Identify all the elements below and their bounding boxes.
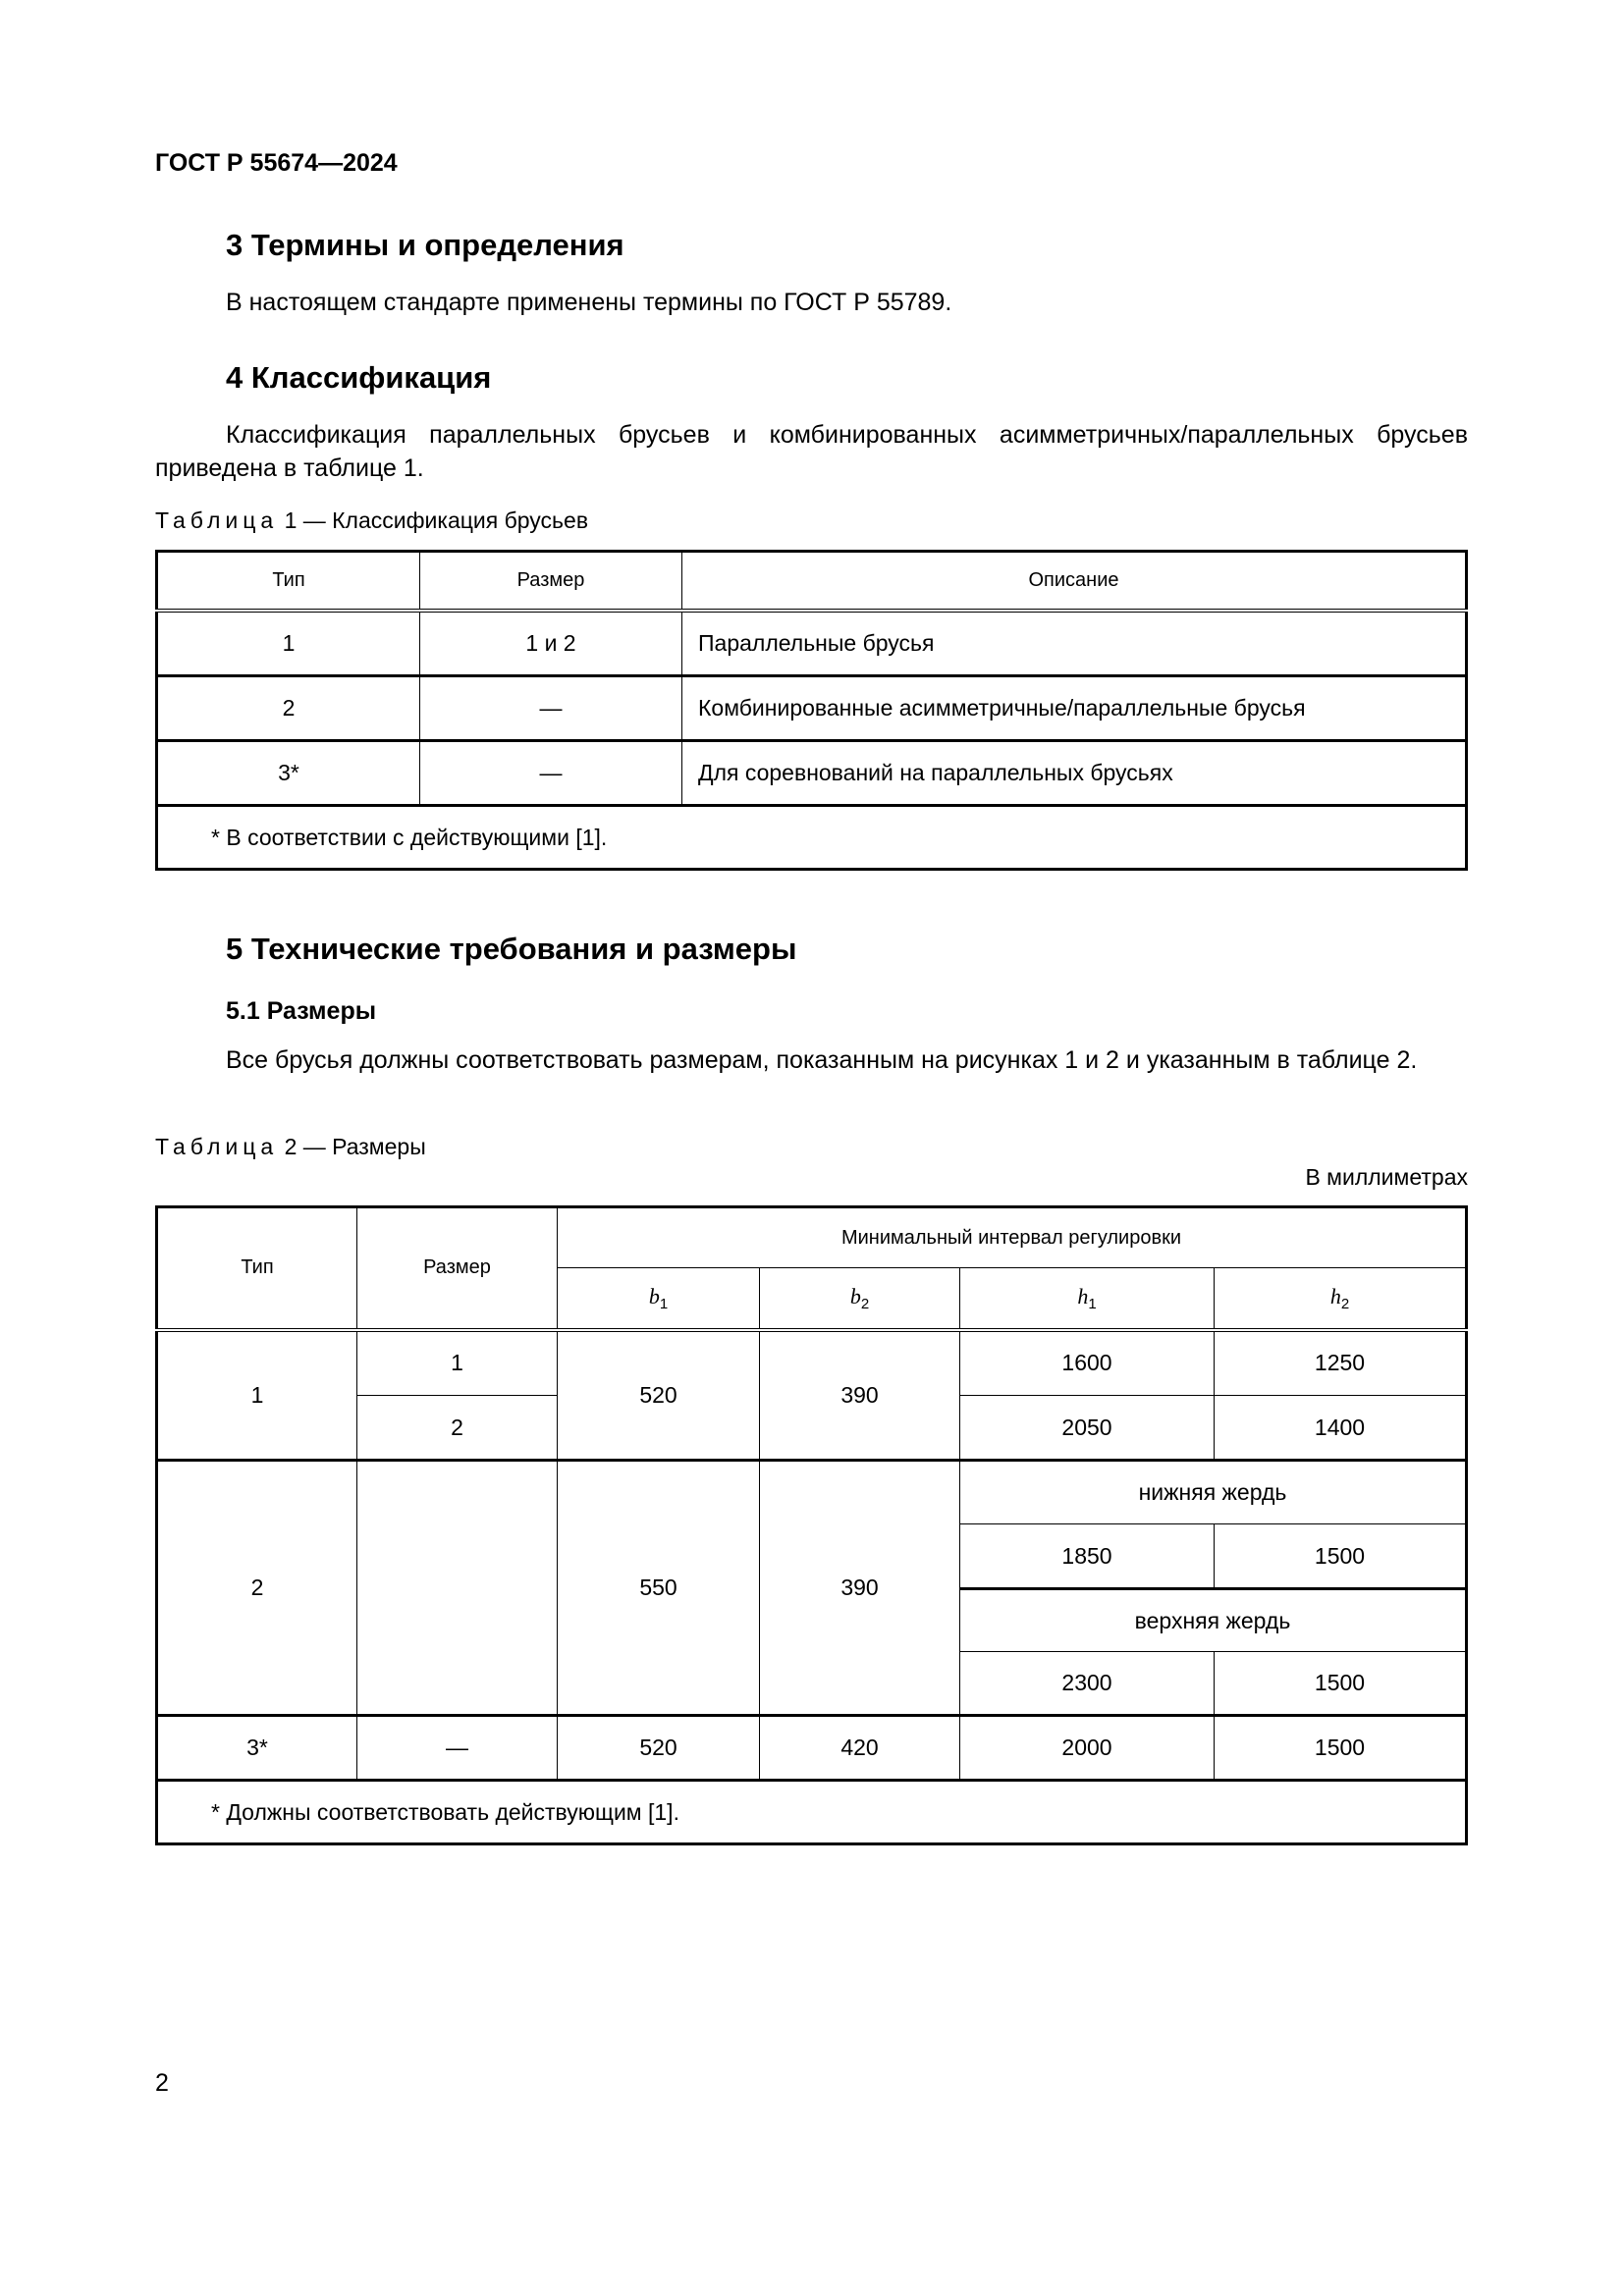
- cell: 1500: [1215, 1652, 1467, 1716]
- page-number: 2: [155, 2069, 169, 2097]
- cell: 520: [558, 1330, 760, 1461]
- cell: Комбинированные асимметричные/параллельные брусья: [682, 676, 1467, 741]
- cell: 1: [357, 1330, 558, 1396]
- cell: 2050: [960, 1396, 1215, 1461]
- section-5-1-text-body: Все брусья должны соответствовать размерам, показанным на рисунках 1 и 2 и указанным в таблице 2.: [226, 1046, 1418, 1074]
- cell: 1 и 2: [420, 611, 682, 676]
- subscript: 2: [1340, 1295, 1350, 1312]
- table-2-caption: [155, 1134, 426, 1160]
- section-4-title: 4 Классификация: [226, 360, 492, 395]
- table-row: [157, 741, 1467, 806]
- lower-bar-label: нижняя жердь: [960, 1461, 1467, 1524]
- table-1-footnote: * В соответствии с действующими [1].: [157, 806, 1467, 870]
- cell: 1: [157, 611, 420, 676]
- cell: 520: [558, 1716, 760, 1781]
- header-min-interval: Минимальный интервал регулировки: [558, 1207, 1467, 1268]
- cell: 1500: [1215, 1716, 1467, 1781]
- cell: 420: [760, 1716, 960, 1781]
- cell: 1250: [1215, 1330, 1467, 1396]
- cell: —: [420, 741, 682, 806]
- subscript: 2: [860, 1295, 870, 1312]
- cell: 3*: [157, 1716, 357, 1781]
- cell: 390: [760, 1461, 960, 1716]
- subscript: 1: [659, 1295, 669, 1312]
- caption-text: 1 — Классификация брусьев: [278, 507, 589, 533]
- header-b1: [558, 1268, 760, 1330]
- header-size: Размер: [420, 552, 682, 611]
- caption-prefix: Таблица: [155, 1134, 279, 1159]
- cell: 2: [157, 1461, 357, 1716]
- table-row: [157, 676, 1467, 741]
- section-5-1-text: [155, 1043, 1468, 1077]
- table-row: [157, 1330, 1467, 1396]
- cell: 1500: [1215, 1524, 1467, 1589]
- section-5-1-title: 5.1 Размеры: [226, 997, 377, 1025]
- header-h2: [1215, 1268, 1467, 1330]
- document-header: ГОСТ Р 55674—2024: [155, 149, 398, 177]
- cell: —: [357, 1716, 558, 1781]
- table-2: [155, 1205, 1468, 1845]
- table-row: [157, 1461, 1467, 1524]
- cell: 3*: [157, 741, 420, 806]
- cell: 2: [357, 1396, 558, 1461]
- section-5-title: 5 Технические требования и размеры: [226, 932, 797, 966]
- table-1: [155, 550, 1468, 871]
- symbol: b: [849, 1283, 861, 1308]
- cell: 1600: [960, 1330, 1215, 1396]
- symbol: h: [1077, 1283, 1089, 1308]
- caption-text: 2 — Размеры: [278, 1134, 426, 1159]
- cell: 1400: [1215, 1396, 1467, 1461]
- cell: [357, 1461, 558, 1716]
- symbol: h: [1329, 1283, 1341, 1308]
- cell: 1: [157, 1330, 357, 1461]
- cell: Параллельные брусья: [682, 611, 1467, 676]
- table-row: [157, 1716, 1467, 1781]
- units-label: В миллиметрах: [1305, 1164, 1468, 1190]
- table-1-caption: [155, 507, 588, 534]
- cell: 550: [558, 1461, 760, 1716]
- table-2-footnote: * Должны соответствовать действующим [1].: [157, 1781, 1467, 1844]
- header-b2: [760, 1268, 960, 1330]
- section-4-text-body: Классификация параллельных брусьев и комбинированных асимметричных/параллельных брусьев приведена в таблице 1.: [155, 421, 1468, 482]
- caption-prefix: Таблица: [155, 507, 279, 533]
- cell: 1850: [960, 1524, 1215, 1589]
- cell: 2: [157, 676, 420, 741]
- cell: 2000: [960, 1716, 1215, 1781]
- section-4-text: [155, 418, 1468, 485]
- symbol: b: [648, 1283, 660, 1308]
- section-3-title: 3 Термины и определения: [226, 228, 624, 262]
- section-3-text: В настоящем стандарте применены термины по ГОСТ Р 55789.: [226, 289, 952, 316]
- table-row: [157, 611, 1467, 676]
- cell: 390: [760, 1330, 960, 1461]
- upper-bar-label: верхняя жердь: [960, 1589, 1467, 1652]
- header-h1: [960, 1268, 1215, 1330]
- header-description: Описание: [682, 552, 1467, 611]
- cell: 2300: [960, 1652, 1215, 1716]
- cell: Для соревнований на параллельных брусьях: [682, 741, 1467, 806]
- subscript: 1: [1088, 1295, 1097, 1312]
- header-type: Тип: [157, 1207, 357, 1330]
- cell: —: [420, 676, 682, 741]
- header-type: Тип: [157, 552, 420, 611]
- header-size: Размер: [357, 1207, 558, 1330]
